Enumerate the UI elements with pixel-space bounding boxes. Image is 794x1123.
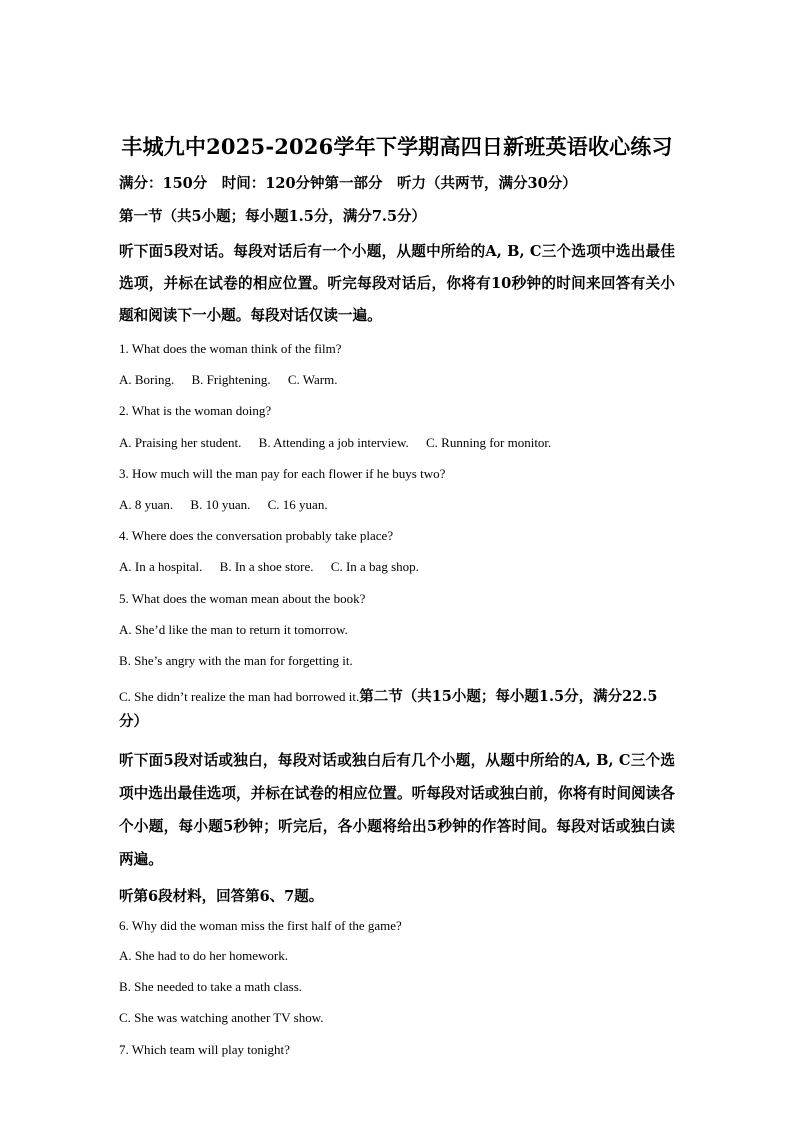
section2-instructions: 听下面5段对话或独白，每段对话或独白后有几个小题，从题中所给的A, B, C三个选项中选出最佳选项，并标在试卷的相应位置。听每段对话或独白前，你将有时间阅读各个小题，每小题5秒钟；听完后，各小题将给出5秒钟的作答时间。每段对话或独白读两遍。: [119, 752, 675, 868]
question-3-stem: 3. How much will the man pay for each flower if he buys two?: [119, 466, 446, 481]
question-5-stem: 5. What does the woman mean about the book?: [119, 591, 366, 606]
question-3-option-b[interactable]: B. 10 yuan.: [190, 497, 251, 512]
question-7-stem: 7. Which team will play tonight?: [119, 1042, 290, 1057]
question-1-option-a[interactable]: A. Boring.: [119, 372, 175, 387]
question-5-option-c-and-section2-heading: [119, 684, 675, 734]
question-1-stem: 1. What does the woman think of the film?: [119, 341, 342, 356]
question-2-stem: 2. What is the woman doing?: [119, 403, 272, 418]
question-3-options: [119, 497, 342, 513]
question-6-option-a[interactable]: A. She had to do her homework.: [119, 948, 288, 963]
question-2-option-c[interactable]: C. Running for monitor.: [425, 435, 552, 450]
question-3-option-c[interactable]: C. 16 yuan.: [267, 497, 328, 512]
section2-heading: 第二节（共15小题；每小题1.5分，满分22.5分）: [119, 688, 658, 730]
question-2-option-b[interactable]: B. Attending a job interview.: [258, 435, 409, 450]
section1-heading: 第一节（共5小题；每小题1.5分，满分7.5分）: [119, 208, 427, 225]
material-6-heading: 听第6段材料，回答第6、7题。: [119, 888, 324, 905]
question-5-option-b[interactable]: B. She’s angry with the man for forgetting it.: [119, 653, 353, 668]
question-6-option-c[interactable]: C. She was watching another TV show.: [119, 1010, 324, 1025]
question-5-option-a[interactable]: A. She’d like the man to return it tomorrow.: [119, 622, 348, 637]
question-4-options: [119, 559, 433, 575]
exam-meta: 满分：150分 时间：120分钟第一部分 听力（共两节，满分30分）: [119, 175, 577, 192]
question-4-option-b[interactable]: B. In a shoe store.: [219, 559, 314, 574]
question-1-option-c[interactable]: C. Warm.: [287, 372, 338, 387]
question-6-option-b[interactable]: B. She needed to take a math class.: [119, 979, 303, 994]
question-4-option-c[interactable]: C. In a bag shop.: [330, 559, 419, 574]
question-6-stem: 6. Why did the woman miss the first half of the game?: [119, 918, 402, 933]
question-2-options: [119, 435, 565, 451]
question-1-options: [119, 372, 351, 388]
question-5-option-c[interactable]: C. She didn’t realize the man had borrowed it.: [119, 689, 360, 704]
question-2-option-a[interactable]: A. Praising her student.: [119, 435, 242, 450]
question-3-option-a[interactable]: A. 8 yuan.: [119, 497, 174, 512]
section1-instructions: 听下面5段对话。每段对话后有一个小题，从题中所给的A, B, C三个选项中选出最佳选项，并标在试卷的相应位置。听完每段对话后，你将有10秒钟的时间来回答有关小题和阅读下一小题。每段对话仅读一遍。: [119, 243, 675, 324]
question-1-option-b[interactable]: B. Frightening.: [191, 372, 271, 387]
document-title: 丰城九中2025-2026学年下学期高四日新班英语收心练习: [121, 134, 673, 159]
question-4-option-a[interactable]: A. In a hospital.: [119, 559, 203, 574]
question-4-stem: 4. Where does the conversation probably take place?: [119, 528, 394, 543]
